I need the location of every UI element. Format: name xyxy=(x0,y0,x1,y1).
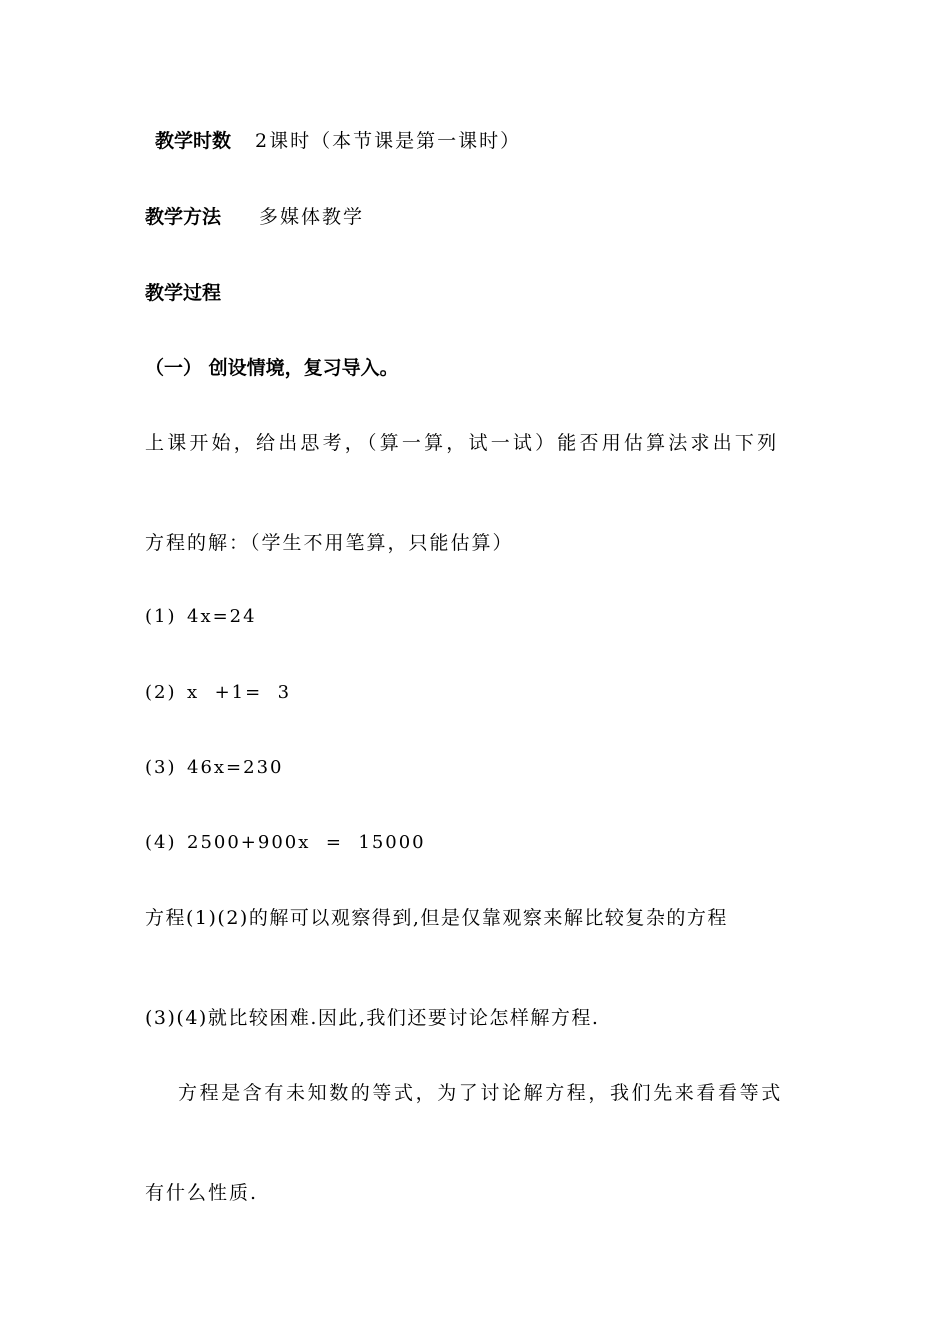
equation-number: (2) xyxy=(145,682,177,703)
intro-text-line-2: 方程的解：（学生不用笔算，只能估算） xyxy=(145,532,514,554)
section-heading: （一） 创设情境，复习导入。 xyxy=(145,357,399,379)
teaching-hours-row xyxy=(155,129,521,153)
teaching-process-heading: 教学过程 xyxy=(145,282,222,304)
teaching-hours-value: 2课时（本节课是第一课时） xyxy=(255,130,522,152)
equation-number: (3) xyxy=(145,757,177,778)
paragraph-2-line-1: 方程是含有未知数的等式，为了讨论解方程，我们先来看看等式 xyxy=(178,1082,783,1104)
equation-4 xyxy=(145,831,426,855)
equation-expression: 4x=24 xyxy=(187,606,257,627)
equation-3 xyxy=(145,756,284,780)
paragraph-2-line-2: 有什么性质. xyxy=(145,1182,259,1204)
equation-number: (1) xyxy=(145,606,177,627)
equation-1 xyxy=(145,605,257,629)
equation-expression: 2500+900x = 15000 xyxy=(187,832,426,853)
equation-2 xyxy=(145,681,291,705)
paragraph-1-line-2: (3)(4)就比较困难.因此,我们还要讨论怎样解方程. xyxy=(145,1007,600,1029)
teaching-method-row xyxy=(145,205,364,229)
equation-expression: x +1= 3 xyxy=(187,682,292,703)
equation-number: (4) xyxy=(145,832,177,853)
teaching-method-value: 多媒体教学 xyxy=(259,206,365,228)
paragraph-1-line-1: 方程(1)(2)的解可以观察得到,但是仅靠观察来解比较复杂的方程 xyxy=(145,907,728,929)
teaching-method-label: 教学方法 xyxy=(145,206,222,228)
intro-text-line-1: 上课开始，给出思考，（算一算，试一试）能否用估算法求出下列 xyxy=(145,432,780,454)
teaching-hours-label: 教学时数 xyxy=(155,130,232,152)
equation-expression: 46x=230 xyxy=(187,757,284,778)
